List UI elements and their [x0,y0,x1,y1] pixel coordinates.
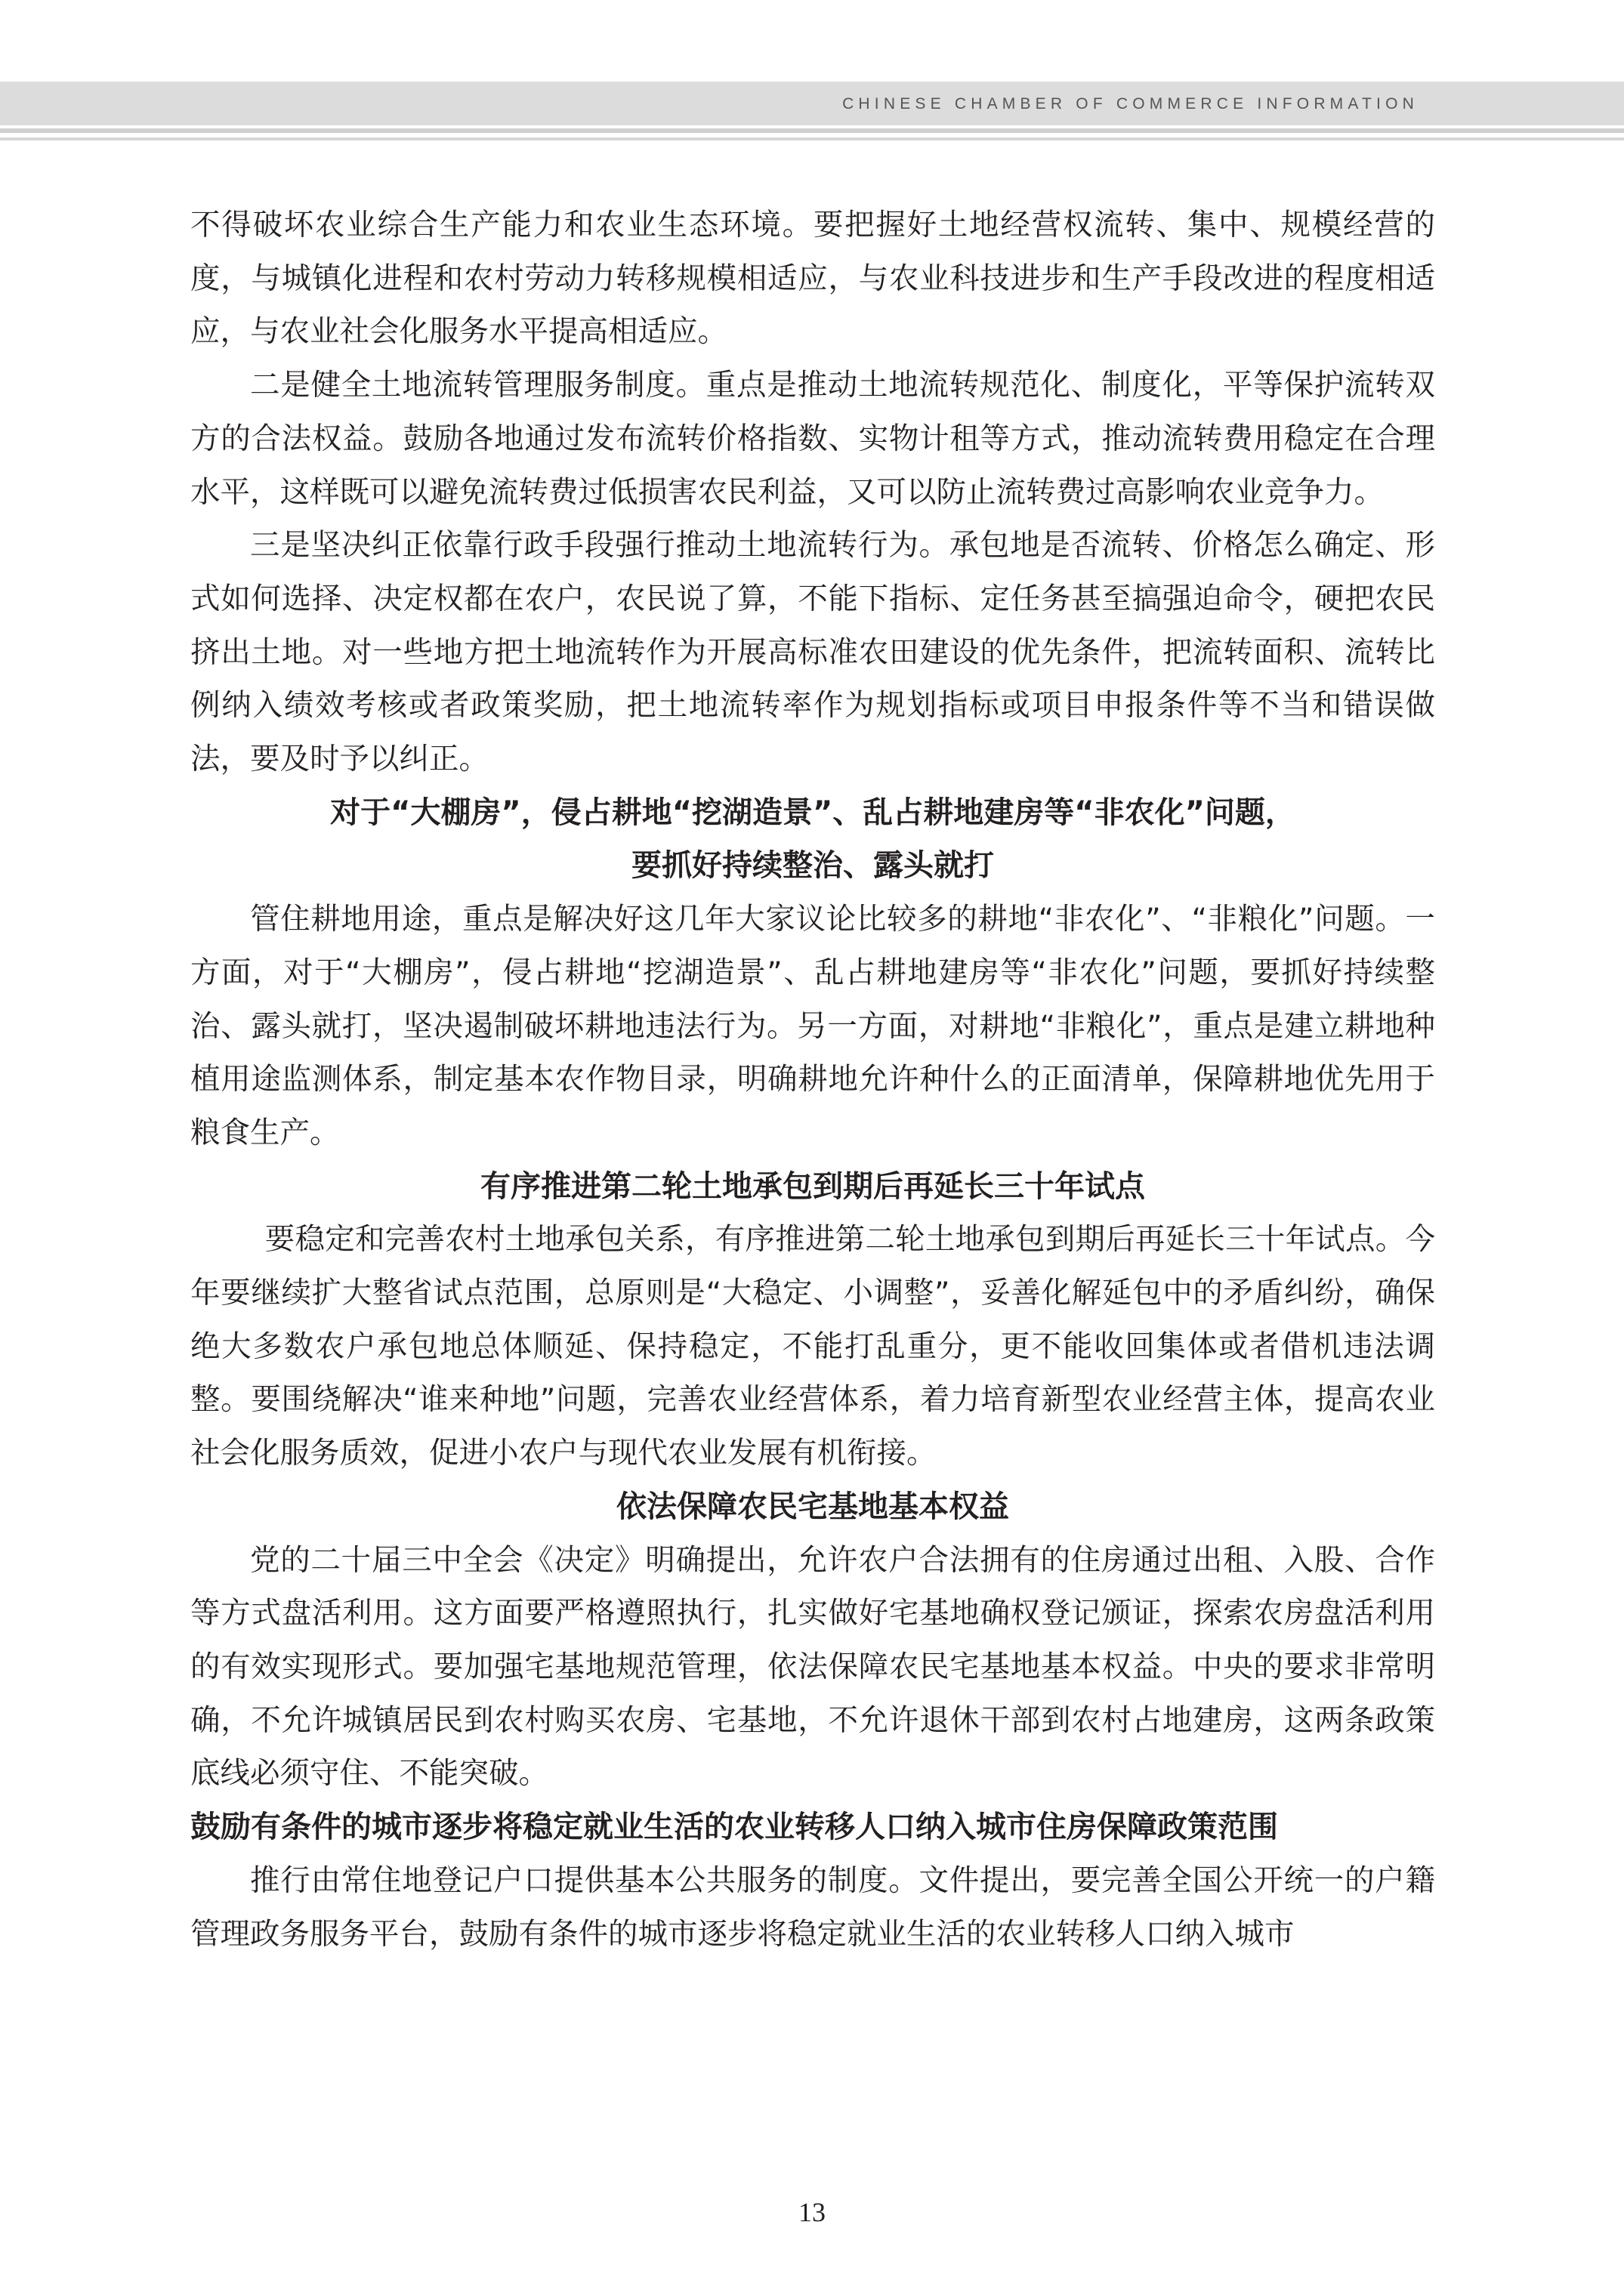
paragraph: 不得破坏农业综合生产能力和农业生态环境。要把握好土地经营权流转、集中、规模经营的度，与城镇化进程和农村劳动力转移规模相适应，与农业科技进步和生产手段改进的程度相适应，与农业社会化服务水平提高相适应。 [190,208,1435,350]
header-rule [0,137,1624,140]
page-number: 13 [798,2197,826,2227]
header-rule [0,128,1624,133]
section-heading-line: 要抓好持续整治、露头就打 [631,848,994,884]
section-heading-line: 对于“大棚房”，侵占耕地“挖湖造景”、乱占耕地建房等“非农化”问题， [330,795,1295,830]
section-heading: 有序推进第二轮土地承包到期后再延长三十年试点 [480,1168,1145,1204]
paragraph: 二是健全土地流转管理服务制度。重点是推动土地流转规范化、制度化，平等保护流转双方的合法权益。鼓励各地通过发布流转价格指数、实物计租等方式，推动流转费用稳定在合理水平，这样既可以避免流转费过低损害农民利益，又可以防止流转费过高影响农业竞争力。 [190,368,1435,510]
paragraph: 推行由常住地登记户口提供基本公共服务的制度。文件提出，要完善全国公开统一的户籍管理政务服务平台，鼓励有条件的城市逐步将稳定就业生活的农业转移人口纳入城市 [190,1862,1435,1952]
paragraph: 要稳定和完善农村土地承包关系，有序推进第二轮土地承包到期后再延长三十年试点。今年要继续扩大整省试点范围，总原则是“大稳定、小调整”，妥善化解延包中的矛盾纠纷，确保绝大多数农户承包地总体顺延、保持稳定，不能打乱重分，更不能收回集体或者借机违法调整。要围绕解决“谁来种地”问题，完善农业经营体系，着力培育新型农业经营主体，提高农业社会化服务质效，促进小农户与现代农业发展有机衔接。 [190,1222,1435,1471]
publication-title: CHINESE CHAMBER OF COMMERCE INFORMATION [842,95,1419,113]
article-body [190,199,1435,1961]
paragraph: 三是坚决纠正依靠行政手段强行推动土地流转行为。承包地是否流转、价格怎么确定、形式如何选择、决定权都在农户，农民说了算，不能下指标、定任务甚至搞强迫命令，硬把农民挤出土地。对一些地方把土地流转作为开展高标准农田建设的优先条件，把流转面积、流转比例纳入绩效考核或者政策奖励，把土地流转率作为规划指标或项目申报条件等不当和错误做法，要及时予以纠正。 [190,528,1435,777]
paragraph: 党的二十届三中全会《决定》明确提出，允许农户合法拥有的住房通过出租、入股、合作等方式盘活利用。这方面要严格遵照执行，扎实做好宅基地确权登记颁证，探索农房盘活利用的有效实现形式。要加强宅基地规范管理，依法保障农民宅基地基本权益。中央的要求非常明确，不允许城镇居民到农村购买农房、宅基地，不允许退休干部到农村占地建房，这两条政策底线必须守住、不能突破。 [190,1542,1435,1792]
section-heading: 依法保障农民宅基地基本权益 [616,1489,1009,1524]
section-heading [190,786,1435,893]
paragraph: 管住耕地用途，重点是解决好这几年大家议论比较多的耕地“非农化”、“非粮化”问题。一方面，对于“大棚房”，侵占耕地“挖湖造景”、乱占耕地建房等“非农化”问题，要抓好持续整治、露头就打，坚决遏制破坏耕地违法行为。另一方面，对耕地“非粮化”，重点是建立耕地种植用途监测体系，制定基本农作物目录，明确耕地允许种什么的正面清单，保障耕地优先用于粮食生产。 [190,902,1435,1150]
section-heading: 鼓励有条件的城市逐步将稳定就业生活的农业转移人口纳入城市住房保障政策范围 [190,1810,1278,1845]
